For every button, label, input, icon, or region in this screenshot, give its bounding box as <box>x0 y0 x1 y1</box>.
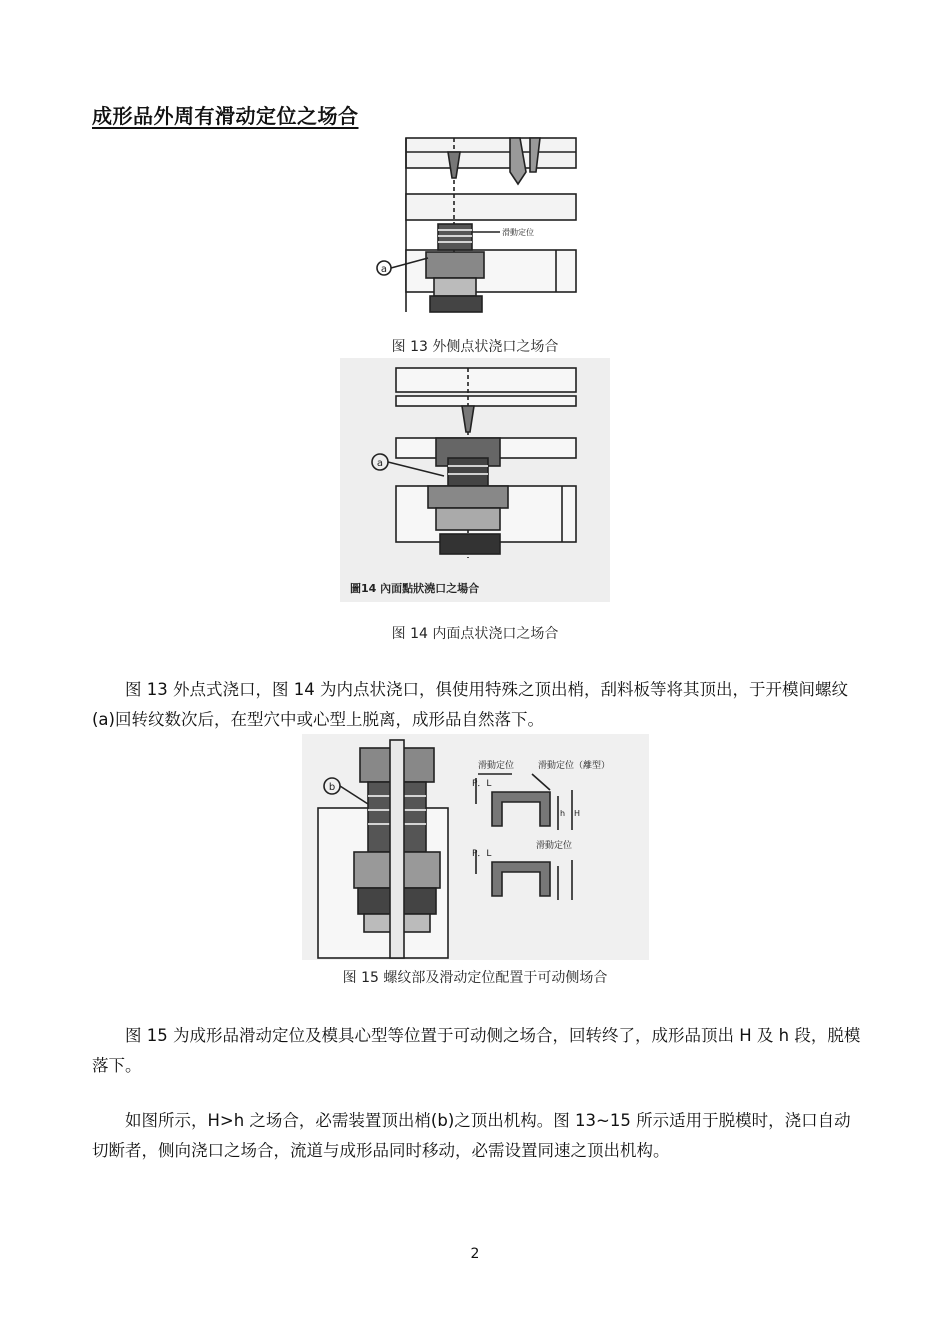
figure-15 <box>302 734 649 960</box>
callout-sliding-positioning: 滑動定位 <box>502 228 534 237</box>
callout-bottom: 滑動定位 <box>536 841 573 851</box>
page-number: 2 <box>470 1246 480 1262</box>
callout-top-right: 滑動定位（離型） <box>538 761 611 771</box>
embedded-figure-caption: 圖14 內面點狀澆口之場合 <box>350 582 480 595</box>
figure-15-drawing <box>302 734 649 960</box>
figure-13-drawing <box>370 132 585 320</box>
figure-13-caption: 图 13 外侧点状浇口之场合 <box>391 339 559 355</box>
parting-line-bottom: P．L <box>472 849 492 859</box>
callout-top-left: 滑動定位 <box>478 761 515 771</box>
figure-15-caption: 图 15 螺纹部及滑动定位配置于可动侧场合 <box>342 970 608 986</box>
paragraph-3: 如图所示，H>h 之场合，必需装置顶出梢(b)之顶出机构。图 13~15 所示适用于脱模时，浇口自动切断者，侧向浇口之场合，流道与成形品同时移动，必需设置同速之顶出机构。 <box>92 1111 851 1160</box>
marker-a-label-2: a <box>376 458 384 469</box>
marker-b-label: b <box>328 782 336 793</box>
section-heading: 成形品外周有滑动定位之场合 <box>92 104 359 128</box>
figure-14-caption: 图 14 内面点状浇口之场合 <box>391 626 559 642</box>
paragraph-1: 图 13 外点式浇口，图 14 为内点状浇口，俱使用特殊之顶出梢，刮料板等将其顶出，于开模间螺纹(a)回转纹数次后，在型穴中或心型上脱离，成形品自然落下。 <box>92 680 848 729</box>
paragraph-2: 图 15 为成形品滑动定位及模具心型等位置于可动侧之场合，回转终了，成形品顶出 H 及 h 段，脱模落下。 <box>92 1026 861 1075</box>
dimension-h: h <box>560 809 566 818</box>
figure-14 <box>340 358 610 602</box>
figure-13 <box>370 132 585 320</box>
marker-a-label: a <box>380 264 388 275</box>
figure-14-drawing <box>340 358 610 602</box>
dimension-H: H <box>574 809 581 818</box>
parting-line-top: P．L <box>472 779 492 789</box>
